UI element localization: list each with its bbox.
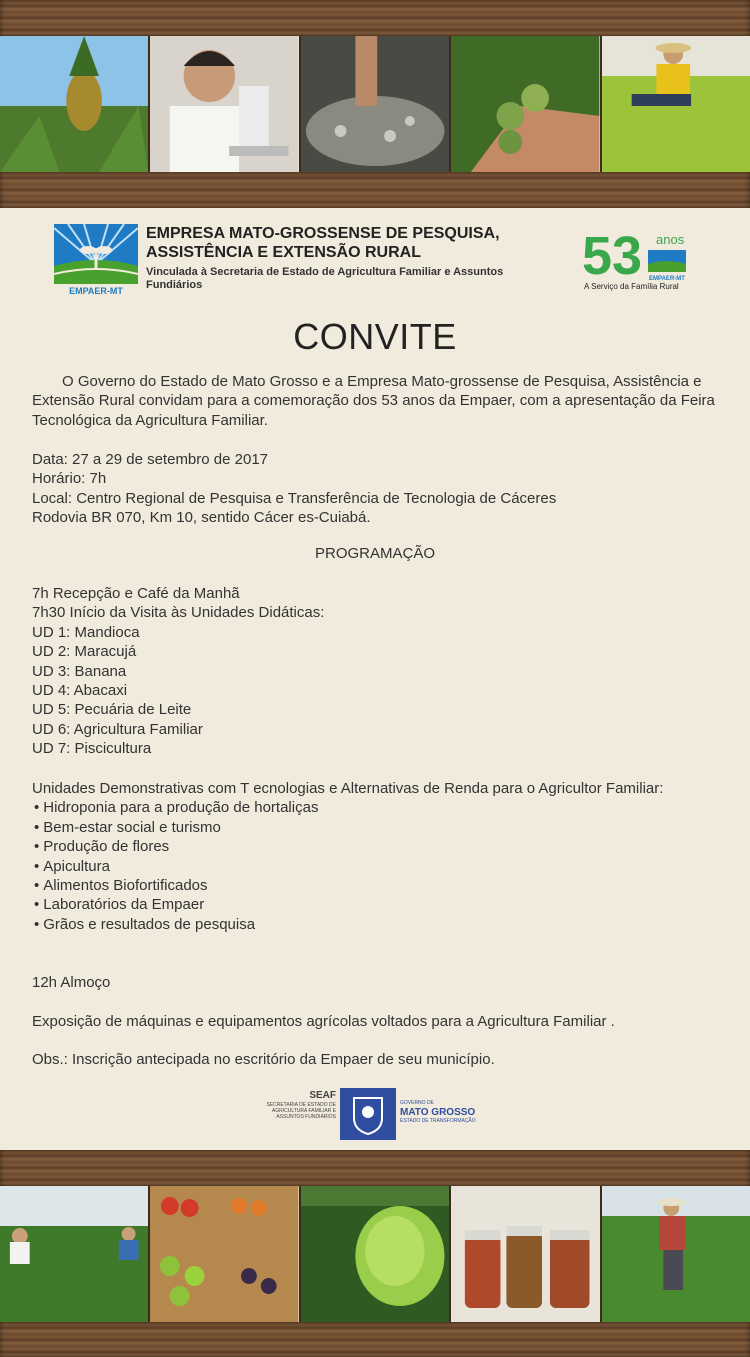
preserves-jars-photo [451, 1186, 601, 1322]
empaer-logo-label: EMPAER-MT [69, 286, 123, 296]
intro-paragraph: O Governo do Estado de Mato Grosso e a Empresa Mato-grossense de Pesquisa, Assistência e Extensão Rural convidam para a comemoração dos 53 anos da Empaer, com a apresentação da Feira Tecnológica da Agricultura Familiar. [32, 373, 715, 429]
schedule-list [32, 584, 722, 759]
schedule-item: UD 4: Abacaxi [32, 682, 128, 700]
program-title: PROGRAMAÇÃO [314, 545, 435, 562]
schedule-item: UD 3: Banana [32, 662, 127, 680]
seaf-text: SECRETARIA DE ESTADO DE AGRICULTURA FAMILIAR E ASSUNTOS FUNDIÁRIOS [266, 1102, 336, 1120]
schedule-item: UD 1: Mandioca [32, 623, 140, 641]
schedule-item: UD 2: Maracujá [32, 643, 137, 661]
fish-photo [301, 36, 451, 172]
event-place: Local: Centro Regional de Pesquisa e Transferência de Tecnologia de Cáceres [32, 489, 557, 507]
government-name [400, 1100, 476, 1125]
schedule-item: UD 6: Agricultura Familiar [32, 720, 203, 738]
footer-logos [260, 1088, 500, 1142]
government-crest [340, 1088, 396, 1140]
bottom-wood-bar [0, 1150, 750, 1186]
farmer-field-photo [602, 1186, 750, 1322]
gov-big-text: MATO GROSSO [400, 1107, 476, 1118]
lettuce-farmer-photo [602, 36, 750, 172]
event-info [32, 450, 722, 528]
bottom-photo-strip [0, 1186, 750, 1322]
event-road: Rodovia BR 070, Km 10, sentido Cácer es-Cuiabá. [32, 509, 371, 527]
gov-tagline: ESTADO DE TRANSFORMAÇÃO [400, 1118, 476, 1124]
bottom-wood-bar-lower [0, 1322, 750, 1357]
demo-item: • Hidroponia para a produção de hortaliças [32, 798, 722, 817]
exposition-line: Exposição de máquinas e equipamentos agrícolas voltados para a Agricultura Familiar . [32, 1013, 615, 1030]
schedule-item: 7h Recepção e Café da Manhã [32, 585, 240, 602]
schedule-item: UD 5: Pecuária de Leite [32, 701, 192, 719]
demo-item: • Apicultura [32, 857, 722, 876]
seaf-logo [260, 1090, 336, 1120]
top-wood-bar-lower [0, 172, 750, 208]
field-workers-photo [0, 1186, 150, 1322]
pineapple-photo [0, 36, 150, 172]
passion-fruit-photo [451, 36, 601, 172]
schedule-item: UD 7: Piscicultura [32, 740, 152, 758]
microscope-photo [150, 36, 300, 172]
org-name: EMPRESA MATO-GROSSENSE DE PESQUISA, ASSISTÊNCIA E EXTENSÃO RURAL [146, 225, 500, 261]
vegetables-crates-photo [150, 1186, 300, 1322]
org-subtitle: Vinculada à Secretaria de Estado de Agricultura Familiar e Assuntos Fundiários [146, 266, 504, 291]
demo-item: • Laboratórios da Empaer [32, 895, 722, 914]
demo-intro: Unidades Demonstrativas com T ecnologias e Alternativas de Renda para o Agricultor Familiar: [32, 780, 664, 797]
observation-line: Obs.: Inscrição antecipada no escritório da Empaer de seu município. [32, 1051, 495, 1068]
top-photo-strip [0, 36, 750, 172]
seaf-title: SEAF [309, 1090, 336, 1101]
anniversary-motto: A Serviço da Família Rural [584, 282, 679, 291]
anniversary-word: anos [656, 232, 685, 247]
invitation-title: CONVITE [293, 316, 457, 357]
top-wood-bar [0, 0, 750, 36]
lunch-line: 12h Almoço [32, 974, 111, 991]
anniversary-number: 53 [582, 226, 643, 282]
anniversary-logo-label: EMPAER-MT [649, 276, 685, 282]
empaer-logo [54, 224, 138, 296]
demo-units [32, 779, 722, 934]
event-time: Horário: 7h [32, 470, 107, 488]
event-date: Data: 27 a 29 de setembro de 2017 [32, 451, 269, 468]
demo-item: • Bem-estar social e turismo [32, 818, 722, 837]
demo-item: • Grãos e resultados de pesquisa [32, 915, 722, 934]
demo-item: • Produção de flores [32, 837, 722, 856]
schedule-item: 7h30 Início da Visita às Unidades Didáticas: [32, 604, 325, 622]
lettuce-photo [301, 1186, 451, 1322]
gov-small-text: GOVERNO DE [400, 1100, 434, 1106]
demo-item: • Alimentos Biofortificados [32, 876, 722, 895]
